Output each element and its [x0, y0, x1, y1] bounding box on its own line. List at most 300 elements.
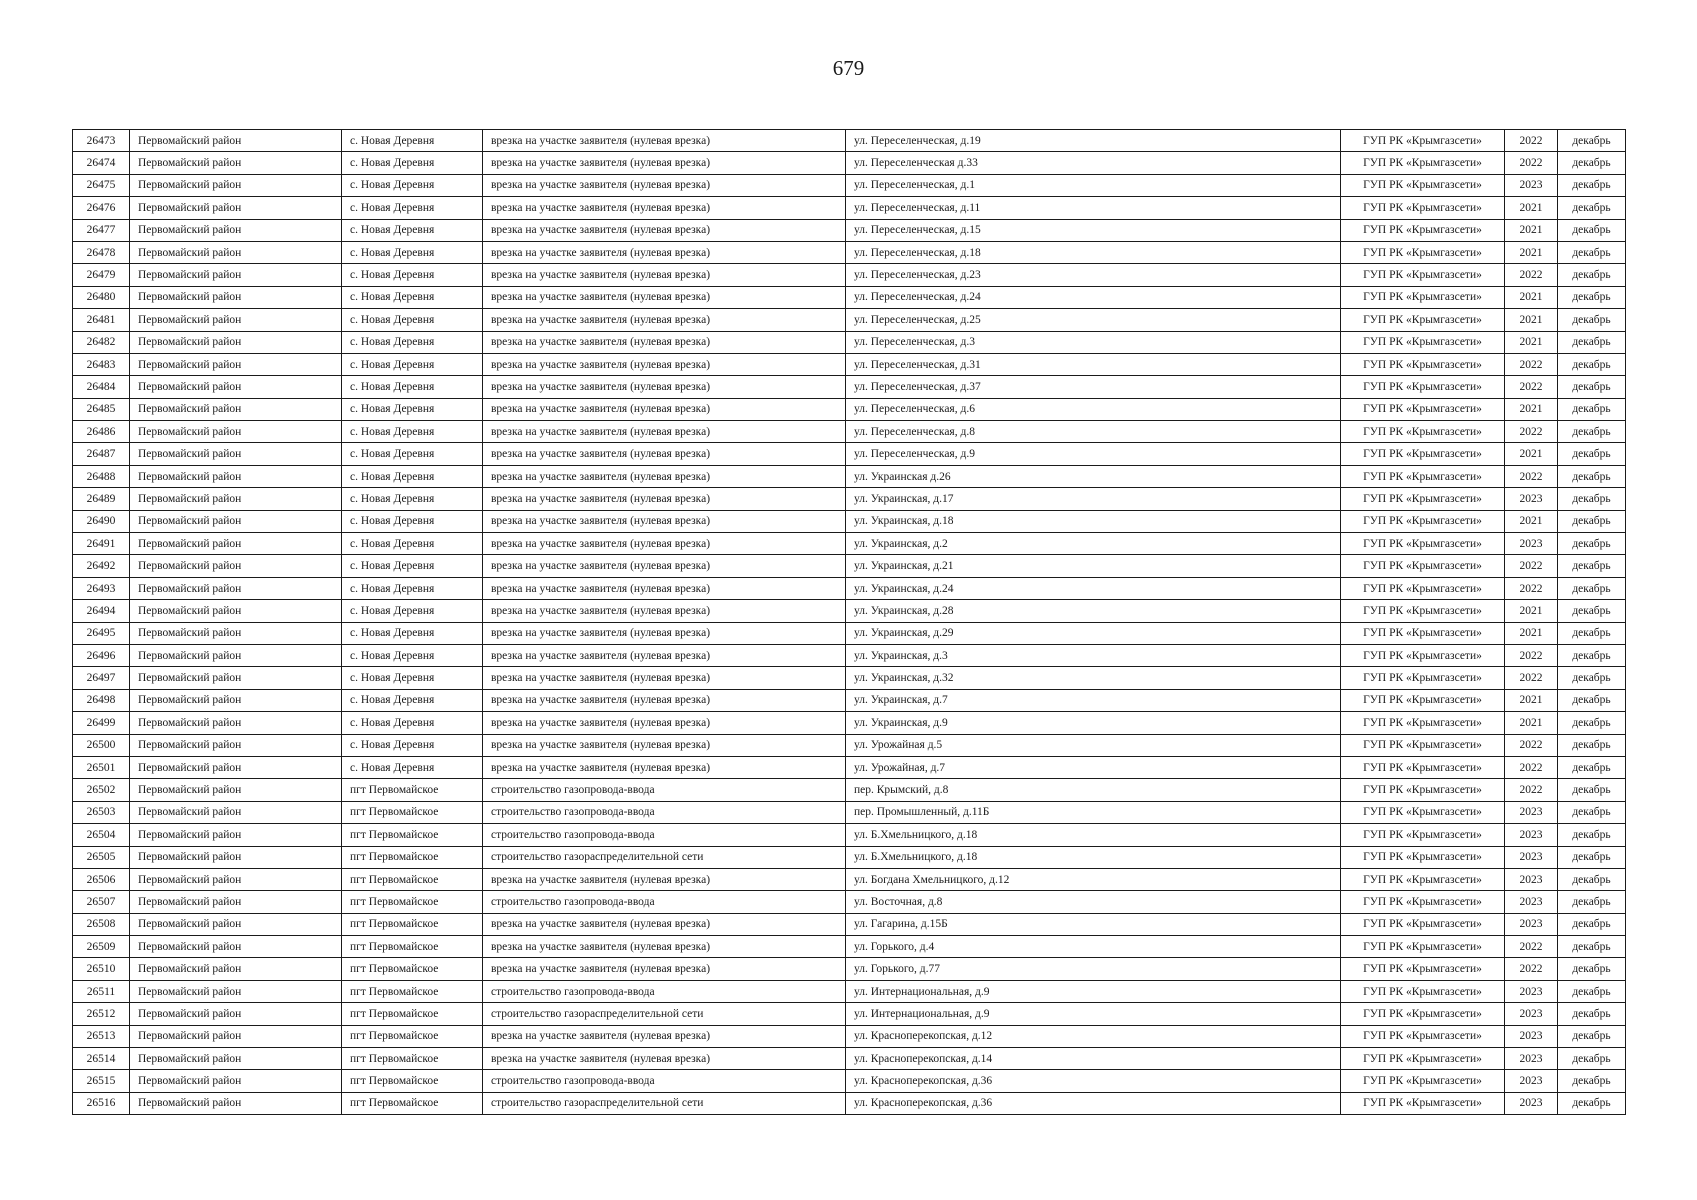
year-cell: 2021 [1505, 510, 1558, 532]
row-number-cell: 26483 [73, 353, 130, 375]
organization-cell: ГУП РК «Крымгазсети» [1341, 600, 1505, 622]
work-type-cell: врезка на участке заявителя (нулевая врезка) [483, 197, 846, 219]
row-number-cell: 26476 [73, 197, 130, 219]
year-cell: 2023 [1505, 488, 1558, 510]
work-type-cell: врезка на участке заявителя (нулевая врезка) [483, 241, 846, 263]
month-cell: декабрь [1558, 555, 1626, 577]
year-cell: 2023 [1505, 980, 1558, 1002]
settlement-cell: с. Новая Деревня [342, 577, 483, 599]
month-cell: декабрь [1558, 980, 1626, 1002]
row-number-cell: 26503 [73, 801, 130, 823]
month-cell: декабрь [1558, 130, 1626, 152]
row-number-cell: 26492 [73, 555, 130, 577]
table-row [73, 286, 1626, 308]
row-number-cell: 26497 [73, 667, 130, 689]
organization-cell: ГУП РК «Крымгазсети» [1341, 622, 1505, 644]
table-row [73, 130, 1626, 152]
address-cell: ул. Переселенческая, д.23 [846, 264, 1341, 286]
address-cell: ул. Красноперекопская, д.12 [846, 1025, 1341, 1047]
table-row [73, 667, 1626, 689]
organization-cell: ГУП РК «Крымгазсети» [1341, 712, 1505, 734]
organization-cell: ГУП РК «Крымгазсети» [1341, 577, 1505, 599]
address-cell: ул. Б.Хмельницкого, д.18 [846, 824, 1341, 846]
district-cell: Первомайский район [130, 353, 342, 375]
month-cell: декабрь [1558, 1070, 1626, 1092]
year-cell: 2022 [1505, 555, 1558, 577]
organization-cell: ГУП РК «Крымгазсети» [1341, 980, 1505, 1002]
table-row [73, 398, 1626, 420]
year-cell: 2022 [1505, 756, 1558, 778]
work-type-cell: строительство газопровода-ввода [483, 779, 846, 801]
row-number-cell: 26496 [73, 644, 130, 666]
address-cell: ул. Украинская, д.2 [846, 533, 1341, 555]
work-type-cell: врезка на участке заявителя (нулевая врезка) [483, 533, 846, 555]
district-cell: Первомайский район [130, 622, 342, 644]
row-number-cell: 26479 [73, 264, 130, 286]
row-number-cell: 26481 [73, 309, 130, 331]
year-cell: 2021 [1505, 309, 1558, 331]
month-cell: декабрь [1558, 667, 1626, 689]
address-cell: ул. Переселенческая, д.3 [846, 331, 1341, 353]
table-row [73, 868, 1626, 890]
settlement-cell: с. Новая Деревня [342, 241, 483, 263]
settlement-cell: пгт Первомайское [342, 868, 483, 890]
work-type-cell: врезка на участке заявителя (нулевая врезка) [483, 465, 846, 487]
year-cell: 2023 [1505, 913, 1558, 935]
settlement-cell: пгт Первомайское [342, 1070, 483, 1092]
settlement-cell: пгт Первомайское [342, 779, 483, 801]
month-cell: декабрь [1558, 577, 1626, 599]
year-cell: 2021 [1505, 331, 1558, 353]
table-row [73, 443, 1626, 465]
work-type-cell: врезка на участке заявителя (нулевая врезка) [483, 130, 846, 152]
district-cell: Первомайский район [130, 756, 342, 778]
table-row [73, 152, 1626, 174]
work-type-cell: врезка на участке заявителя (нулевая врезка) [483, 600, 846, 622]
settlement-cell: с. Новая Деревня [342, 331, 483, 353]
work-type-cell: врезка на участке заявителя (нулевая врезка) [483, 510, 846, 532]
month-cell: декабрь [1558, 286, 1626, 308]
district-cell: Первомайский район [130, 891, 342, 913]
district-cell: Первомайский район [130, 1003, 342, 1025]
organization-cell: ГУП РК «Крымгазсети» [1341, 130, 1505, 152]
row-number-cell: 26491 [73, 533, 130, 555]
row-number-cell: 26493 [73, 577, 130, 599]
row-number-cell: 26474 [73, 152, 130, 174]
address-cell: ул. Интернациональная, д.9 [846, 980, 1341, 1002]
district-cell: Первомайский район [130, 712, 342, 734]
row-number-cell: 26511 [73, 980, 130, 1002]
address-cell: ул. Красноперекопская, д.36 [846, 1092, 1341, 1114]
work-type-cell: врезка на участке заявителя (нулевая врезка) [483, 219, 846, 241]
table-row [73, 353, 1626, 375]
month-cell: декабрь [1558, 264, 1626, 286]
row-number-cell: 26494 [73, 600, 130, 622]
month-cell: декабрь [1558, 846, 1626, 868]
work-type-cell: врезка на участке заявителя (нулевая врезка) [483, 286, 846, 308]
row-number-cell: 26488 [73, 465, 130, 487]
year-cell: 2022 [1505, 465, 1558, 487]
district-cell: Первомайский район [130, 174, 342, 196]
address-cell: ул. Украинская, д.32 [846, 667, 1341, 689]
district-cell: Первомайский район [130, 286, 342, 308]
row-number-cell: 26504 [73, 824, 130, 846]
year-cell: 2022 [1505, 936, 1558, 958]
row-number-cell: 26498 [73, 689, 130, 711]
organization-cell: ГУП РК «Крымгазсети» [1341, 756, 1505, 778]
work-type-cell: врезка на участке заявителя (нулевая врезка) [483, 577, 846, 599]
organization-cell: ГУП РК «Крымгазсети» [1341, 1003, 1505, 1025]
month-cell: декабрь [1558, 689, 1626, 711]
table-row [73, 980, 1626, 1002]
month-cell: декабрь [1558, 174, 1626, 196]
month-cell: декабрь [1558, 1025, 1626, 1047]
month-cell: декабрь [1558, 779, 1626, 801]
settlement-cell: пгт Первомайское [342, 1048, 483, 1070]
organization-cell: ГУП РК «Крымгазсети» [1341, 734, 1505, 756]
work-type-cell: врезка на участке заявителя (нулевая врезка) [483, 667, 846, 689]
settlement-cell: с. Новая Деревня [342, 398, 483, 420]
address-cell: ул. Горького, д.4 [846, 936, 1341, 958]
work-type-cell: врезка на участке заявителя (нулевая врезка) [483, 331, 846, 353]
row-number-cell: 26505 [73, 846, 130, 868]
organization-cell: ГУП РК «Крымгазсети» [1341, 1070, 1505, 1092]
year-cell: 2022 [1505, 264, 1558, 286]
organization-cell: ГУП РК «Крымгазсети» [1341, 353, 1505, 375]
settlement-cell: с. Новая Деревня [342, 286, 483, 308]
address-cell: ул. Переселенческая, д.24 [846, 286, 1341, 308]
table-row [73, 376, 1626, 398]
row-number-cell: 26513 [73, 1025, 130, 1047]
work-type-cell: врезка на участке заявителя (нулевая врезка) [483, 1025, 846, 1047]
address-cell: пер. Крымский, д.8 [846, 779, 1341, 801]
work-type-cell: врезка на участке заявителя (нулевая врезка) [483, 644, 846, 666]
table-row [73, 1048, 1626, 1070]
address-cell: ул. Б.Хмельницкого, д.18 [846, 846, 1341, 868]
table-row [73, 577, 1626, 599]
table-row [73, 1092, 1626, 1114]
settlement-cell: пгт Первомайское [342, 958, 483, 980]
settlement-cell: с. Новая Деревня [342, 465, 483, 487]
table-row [73, 264, 1626, 286]
district-cell: Первомайский район [130, 936, 342, 958]
organization-cell: ГУП РК «Крымгазсети» [1341, 219, 1505, 241]
organization-cell: ГУП РК «Крымгазсети» [1341, 398, 1505, 420]
organization-cell: ГУП РК «Крымгазсети» [1341, 533, 1505, 555]
table-row [73, 555, 1626, 577]
address-cell: ул. Украинская, д.7 [846, 689, 1341, 711]
address-cell: ул. Красноперекопская, д.14 [846, 1048, 1341, 1070]
year-cell: 2022 [1505, 958, 1558, 980]
month-cell: декабрь [1558, 309, 1626, 331]
year-cell: 2021 [1505, 398, 1558, 420]
organization-cell: ГУП РК «Крымгазсети» [1341, 331, 1505, 353]
address-cell: ул. Переселенческая, д.8 [846, 421, 1341, 443]
organization-cell: ГУП РК «Крымгазсети» [1341, 913, 1505, 935]
address-cell: ул. Украинская, д.29 [846, 622, 1341, 644]
work-type-cell: врезка на участке заявителя (нулевая врезка) [483, 152, 846, 174]
year-cell: 2023 [1505, 1048, 1558, 1070]
month-cell: декабрь [1558, 510, 1626, 532]
settlement-cell: с. Новая Деревня [342, 555, 483, 577]
district-cell: Первомайский район [130, 980, 342, 1002]
row-number-cell: 26508 [73, 913, 130, 935]
row-number-cell: 26486 [73, 421, 130, 443]
settlement-cell: с. Новая Деревня [342, 667, 483, 689]
month-cell: декабрь [1558, 756, 1626, 778]
table-row [73, 891, 1626, 913]
row-number-cell: 26484 [73, 376, 130, 398]
address-cell: ул. Горького, д.77 [846, 958, 1341, 980]
settlement-cell: пгт Первомайское [342, 846, 483, 868]
table-row [73, 824, 1626, 846]
settlement-cell: с. Новая Деревня [342, 644, 483, 666]
month-cell: декабрь [1558, 1003, 1626, 1025]
row-number-cell: 26487 [73, 443, 130, 465]
district-cell: Первомайский район [130, 555, 342, 577]
year-cell: 2023 [1505, 891, 1558, 913]
month-cell: декабрь [1558, 152, 1626, 174]
address-cell: ул. Украинская, д.21 [846, 555, 1341, 577]
table-row [73, 465, 1626, 487]
district-cell: Первомайский район [130, 443, 342, 465]
settlement-cell: с. Новая Деревня [342, 421, 483, 443]
month-cell: декабрь [1558, 712, 1626, 734]
work-type-cell: врезка на участке заявителя (нулевая врезка) [483, 443, 846, 465]
table-row [73, 219, 1626, 241]
district-cell: Первомайский район [130, 689, 342, 711]
settlement-cell: с. Новая Деревня [342, 712, 483, 734]
row-number-cell: 26480 [73, 286, 130, 308]
district-cell: Первомайский район [130, 533, 342, 555]
settlement-cell: пгт Первомайское [342, 980, 483, 1002]
table-row [73, 689, 1626, 711]
district-cell: Первомайский район [130, 667, 342, 689]
address-cell: ул. Богдана Хмельницкого, д.12 [846, 868, 1341, 890]
work-type-cell: врезка на участке заявителя (нулевая врезка) [483, 398, 846, 420]
year-cell: 2023 [1505, 174, 1558, 196]
month-cell: декабрь [1558, 331, 1626, 353]
district-cell: Первомайский район [130, 331, 342, 353]
work-type-cell: врезка на участке заявителя (нулевая врезка) [483, 913, 846, 935]
organization-cell: ГУП РК «Крымгазсети» [1341, 488, 1505, 510]
district-cell: Первомайский район [130, 958, 342, 980]
work-type-cell: врезка на участке заявителя (нулевая врезка) [483, 1048, 846, 1070]
work-type-cell: врезка на участке заявителя (нулевая врезка) [483, 488, 846, 510]
row-number-cell: 26514 [73, 1048, 130, 1070]
address-cell: ул. Переселенческая, д.18 [846, 241, 1341, 263]
row-number-cell: 26501 [73, 756, 130, 778]
work-type-cell: строительство газораспределительной сети [483, 1092, 846, 1114]
month-cell: декабрь [1558, 734, 1626, 756]
settlement-cell: пгт Первомайское [342, 1092, 483, 1114]
month-cell: декабрь [1558, 1092, 1626, 1114]
work-type-cell: строительство газораспределительной сети [483, 846, 846, 868]
work-type-cell: врезка на участке заявителя (нулевая врезка) [483, 309, 846, 331]
year-cell: 2021 [1505, 197, 1558, 219]
year-cell: 2022 [1505, 667, 1558, 689]
address-cell: ул. Украинская, д.18 [846, 510, 1341, 532]
year-cell: 2022 [1505, 152, 1558, 174]
row-number-cell: 26477 [73, 219, 130, 241]
district-cell: Первомайский район [130, 600, 342, 622]
settlement-cell: пгт Первомайское [342, 824, 483, 846]
district-cell: Первомайский район [130, 421, 342, 443]
row-number-cell: 26515 [73, 1070, 130, 1092]
organization-cell: ГУП РК «Крымгазсети» [1341, 868, 1505, 890]
work-type-cell: врезка на участке заявителя (нулевая врезка) [483, 421, 846, 443]
work-type-cell: врезка на участке заявителя (нулевая врезка) [483, 756, 846, 778]
organization-cell: ГУП РК «Крымгазсети» [1341, 846, 1505, 868]
organization-cell: ГУП РК «Крымгазсети» [1341, 689, 1505, 711]
district-cell: Первомайский район [130, 846, 342, 868]
organization-cell: ГУП РК «Крымгазсети» [1341, 936, 1505, 958]
district-cell: Первомайский район [130, 1070, 342, 1092]
month-cell: декабрь [1558, 936, 1626, 958]
district-cell: Первомайский район [130, 219, 342, 241]
table-row [73, 421, 1626, 443]
month-cell: декабрь [1558, 600, 1626, 622]
address-cell: пер. Промышленный, д.11Б [846, 801, 1341, 823]
work-type-cell: врезка на участке заявителя (нулевая врезка) [483, 868, 846, 890]
settlement-cell: с. Новая Деревня [342, 219, 483, 241]
district-cell: Первомайский район [130, 824, 342, 846]
organization-cell: ГУП РК «Крымгазсети» [1341, 510, 1505, 532]
address-cell: ул. Переселенческая, д.1 [846, 174, 1341, 196]
settlement-cell: пгт Первомайское [342, 936, 483, 958]
table-row [73, 331, 1626, 353]
district-cell: Первомайский район [130, 398, 342, 420]
year-cell: 2023 [1505, 1003, 1558, 1025]
organization-cell: ГУП РК «Крымгазсети» [1341, 958, 1505, 980]
organization-cell: ГУП РК «Крымгазсети» [1341, 309, 1505, 331]
month-cell: декабрь [1558, 443, 1626, 465]
month-cell: декабрь [1558, 644, 1626, 666]
settlement-cell: с. Новая Деревня [342, 689, 483, 711]
month-cell: декабрь [1558, 801, 1626, 823]
year-cell: 2023 [1505, 1070, 1558, 1092]
month-cell: декабрь [1558, 241, 1626, 263]
month-cell: декабрь [1558, 891, 1626, 913]
year-cell: 2021 [1505, 600, 1558, 622]
address-cell: ул. Урожайная, д.7 [846, 756, 1341, 778]
work-type-cell: строительство газопровода-ввода [483, 824, 846, 846]
address-cell: ул. Переселенческая, д.31 [846, 353, 1341, 375]
table-row [73, 600, 1626, 622]
year-cell: 2023 [1505, 868, 1558, 890]
district-cell: Первомайский район [130, 1048, 342, 1070]
year-cell: 2021 [1505, 443, 1558, 465]
settlement-cell: с. Новая Деревня [342, 309, 483, 331]
month-cell: декабрь [1558, 1048, 1626, 1070]
row-number-cell: 26499 [73, 712, 130, 734]
work-type-cell: врезка на участке заявителя (нулевая врезка) [483, 555, 846, 577]
organization-cell: ГУП РК «Крымгазсети» [1341, 555, 1505, 577]
row-number-cell: 26478 [73, 241, 130, 263]
organization-cell: ГУП РК «Крымгазсети» [1341, 443, 1505, 465]
settlement-cell: пгт Первомайское [342, 1003, 483, 1025]
address-cell: ул. Украинская, д.28 [846, 600, 1341, 622]
year-cell: 2021 [1505, 241, 1558, 263]
month-cell: декабрь [1558, 868, 1626, 890]
month-cell: декабрь [1558, 824, 1626, 846]
table-row [73, 712, 1626, 734]
district-cell: Первомайский район [130, 197, 342, 219]
work-type-cell: строительство газораспределительной сети [483, 1003, 846, 1025]
row-number-cell: 26482 [73, 331, 130, 353]
year-cell: 2022 [1505, 779, 1558, 801]
table-row [73, 241, 1626, 263]
row-number-cell: 26516 [73, 1092, 130, 1114]
year-cell: 2021 [1505, 286, 1558, 308]
work-type-cell: врезка на участке заявителя (нулевая врезка) [483, 958, 846, 980]
district-cell: Первомайский район [130, 309, 342, 331]
table-row [73, 309, 1626, 331]
address-cell: ул. Украинская, д.9 [846, 712, 1341, 734]
settlement-cell: с. Новая Деревня [342, 622, 483, 644]
organization-cell: ГУП РК «Крымгазсети» [1341, 286, 1505, 308]
year-cell: 2023 [1505, 533, 1558, 555]
registry-table [72, 129, 1626, 1115]
month-cell: декабрь [1558, 913, 1626, 935]
work-type-cell: врезка на участке заявителя (нулевая врезка) [483, 353, 846, 375]
table-body [73, 130, 1626, 1115]
year-cell: 2023 [1505, 1092, 1558, 1114]
organization-cell: ГУП РК «Крымгазсети» [1341, 801, 1505, 823]
district-cell: Первомайский район [130, 644, 342, 666]
settlement-cell: с. Новая Деревня [342, 353, 483, 375]
table-row [73, 756, 1626, 778]
work-type-cell: строительство газопровода-ввода [483, 891, 846, 913]
table-row [73, 197, 1626, 219]
address-cell: ул. Переселенческая, д.19 [846, 130, 1341, 152]
settlement-cell: с. Новая Деревня [342, 533, 483, 555]
year-cell: 2022 [1505, 577, 1558, 599]
district-cell: Первомайский район [130, 465, 342, 487]
row-number-cell: 26489 [73, 488, 130, 510]
work-type-cell: строительство газопровода-ввода [483, 1070, 846, 1092]
row-number-cell: 26500 [73, 734, 130, 756]
table-row [73, 779, 1626, 801]
district-cell: Первомайский район [130, 913, 342, 935]
address-cell: ул. Гагарина, д.15Б [846, 913, 1341, 935]
organization-cell: ГУП РК «Крымгазсети» [1341, 421, 1505, 443]
address-cell: ул. Переселенческая, д.37 [846, 376, 1341, 398]
district-cell: Первомайский район [130, 376, 342, 398]
table-row [73, 1025, 1626, 1047]
row-number-cell: 26502 [73, 779, 130, 801]
settlement-cell: пгт Первомайское [342, 891, 483, 913]
organization-cell: ГУП РК «Крымгазсети» [1341, 1092, 1505, 1114]
table-row [73, 533, 1626, 555]
organization-cell: ГУП РК «Крымгазсети» [1341, 376, 1505, 398]
address-cell: ул. Украинская, д.3 [846, 644, 1341, 666]
organization-cell: ГУП РК «Крымгазсети» [1341, 1025, 1505, 1047]
settlement-cell: с. Новая Деревня [342, 130, 483, 152]
table-row [73, 936, 1626, 958]
month-cell: декабрь [1558, 533, 1626, 555]
month-cell: декабрь [1558, 219, 1626, 241]
table-row [73, 174, 1626, 196]
year-cell: 2023 [1505, 1025, 1558, 1047]
month-cell: декабрь [1558, 197, 1626, 219]
district-cell: Первомайский район [130, 779, 342, 801]
table-row [73, 1003, 1626, 1025]
settlement-cell: пгт Первомайское [342, 1025, 483, 1047]
year-cell: 2022 [1505, 353, 1558, 375]
year-cell: 2021 [1505, 622, 1558, 644]
settlement-cell: с. Новая Деревня [342, 734, 483, 756]
